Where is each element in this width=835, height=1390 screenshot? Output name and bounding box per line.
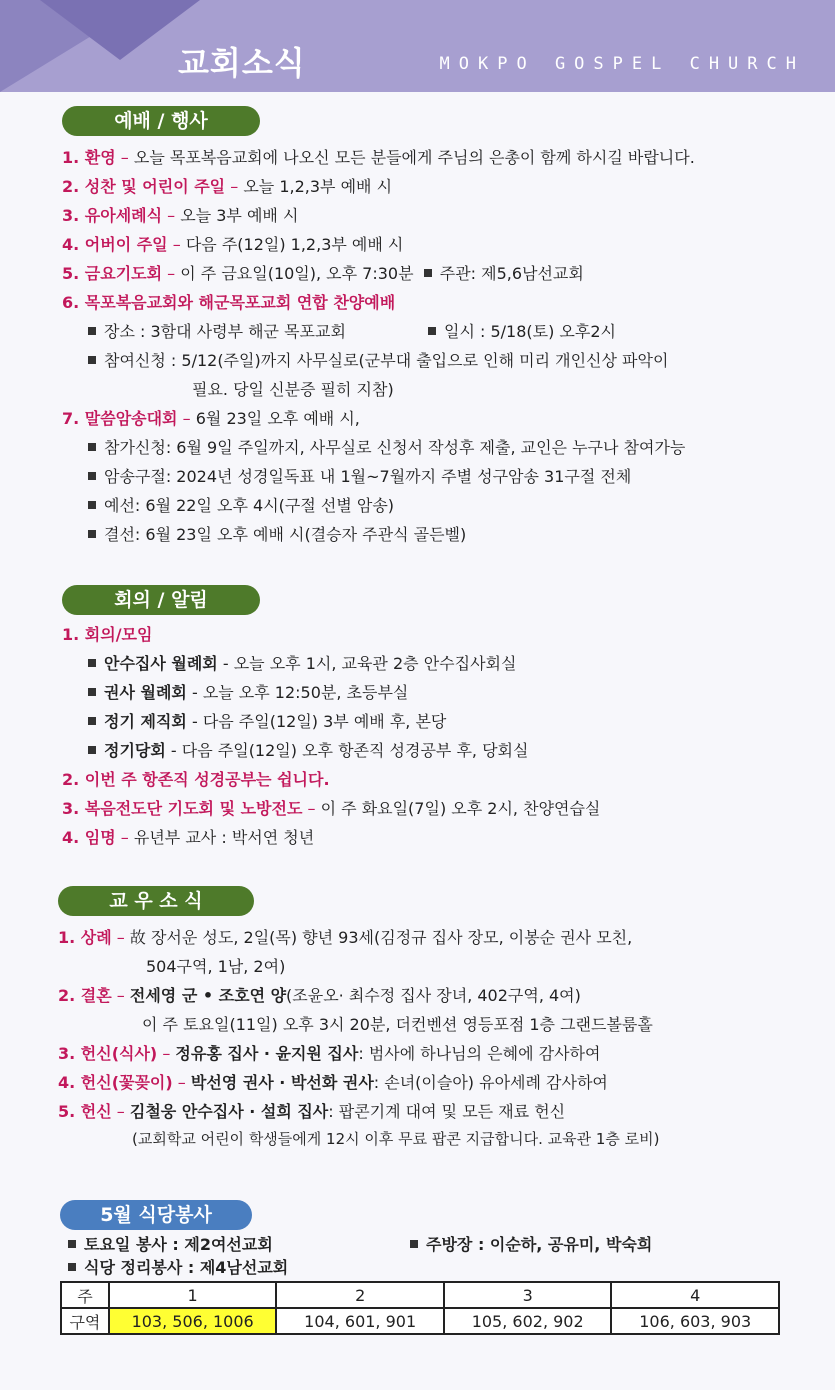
church-name: MOKPO GOSPEL CHURCH	[439, 54, 805, 74]
section-worship-title: 예배 / 행사	[62, 106, 260, 136]
members-item-5: 5. 헌신 – 김철웅 안수집사 · 설희 집사: 팝콘기계 대여 및 모든 재료 헌신	[58, 1102, 566, 1121]
meeting-item-3: 3. 복음전도단 기도회 및 노방전도 – 이 주 화요일(7일) 오후 2시, 찬양연습실	[62, 799, 601, 818]
worship-item-7c: 예선: 6월 22일 오후 4시(구절 선별 암송)	[88, 493, 394, 516]
table-header-cell: 3	[444, 1282, 612, 1308]
worship-item-6: 6. 목포복음교회와 해군목포교회 연합 찬양예배	[62, 293, 396, 312]
section-meal-title: 5월 식당봉사	[60, 1200, 252, 1230]
bullet	[88, 472, 96, 480]
meeting-item-1b: 권사 월례회 - 오늘 오후 12:50분, 초등부실	[88, 680, 408, 703]
section-meeting-title: 회의 / 알림	[62, 585, 260, 615]
members-item-1: 1. 상례 – 故 장서운 성도, 2일(목) 향년 93세(김정규 집사 장모, 이봉순 권사 모친,	[58, 928, 633, 947]
table-header-cell: 1	[109, 1282, 277, 1308]
worship-item-7: 7. 말씀암송대회 – 6월 23일 오후 예배 시,	[62, 409, 360, 428]
worship-item-7a: 참가신청: 6월 9일 주일까지, 사무실로 신청서 작성후 제출, 교인은 누구나 참여가능	[88, 435, 685, 458]
table-header-cell: 2	[276, 1282, 444, 1308]
members-item-2-cont: 이 주 토요일(11일) 오후 3시 20분, 더컨벤션 영등포점 1층 그랜드볼룸홀	[142, 1015, 653, 1034]
meal-cleanup: 식당 정리봉사 : 제4남선교회	[68, 1255, 288, 1278]
bullet	[88, 327, 96, 335]
worship-item-1: 1. 환영 – 오늘 목포복음교회에 나오신 모든 분들에게 주님의 은총이 함께 하시길 바랍니다.	[62, 148, 695, 167]
members-item-3: 3. 헌신(식사) – 정유홍 집사 · 윤지원 집사: 범사에 하나님의 은혜에 감사하여	[58, 1044, 601, 1063]
worship-item-4: 4. 어버이 주일 – 다음 주(12일) 1,2,3부 예배 시	[62, 235, 404, 254]
table-cell: 104, 601, 901	[276, 1308, 444, 1334]
bullet	[68, 1263, 76, 1271]
page-title: 교회소식	[178, 44, 306, 82]
table-cell: 105, 602, 902	[444, 1308, 612, 1334]
bullet	[88, 443, 96, 451]
worship-item-6-note: 필요. 당일 신분증 필히 지참)	[192, 380, 394, 399]
worship-item-5: 5. 금요기도회 – 이 주 금요일(10일), 오후 7:30분 주관: 제5,6남선교회	[62, 264, 584, 283]
worship-item-3: 3. 유아세례식 – 오늘 3부 예배 시	[62, 206, 299, 225]
worship-item-7b: 암송구절: 2024년 성경일독표 내 1월~7월까지 주별 성구암송 31구절 전체	[88, 464, 631, 487]
worship-item-6-time: 일시 : 5/18(토) 오후2시	[428, 319, 616, 342]
table-cell: 구역	[61, 1308, 109, 1334]
meeting-item-2: 2. 이번 주 항존직 성경공부는 쉽니다.	[62, 770, 330, 789]
bullet	[88, 717, 96, 725]
table-header-cell: 4	[611, 1282, 779, 1308]
members-item-1-cont: 504구역, 1남, 2여)	[146, 957, 286, 976]
worship-item-2: 2. 성찬 및 어린이 주일 – 오늘 1,2,3부 예배 시	[62, 177, 393, 196]
worship-item-6-place: 장소 : 3함대 사령부 해군 목포교회	[88, 319, 346, 342]
members-item-4: 4. 헌신(꽃꽂이) – 박선영 권사 · 박선화 권사: 손녀(이슬아) 유아세례 감사하여	[58, 1073, 608, 1092]
bullet	[88, 501, 96, 509]
bullet	[428, 327, 436, 335]
worship-item-6-apply: 참여신청 : 5/12(주일)까지 사무실로(군부대 출입으로 인해 미리 개인신상 파악이	[88, 348, 668, 371]
table-row	[61, 1308, 779, 1334]
worship-item-7d: 결선: 6월 23일 오후 예배 시(결승자 주관식 골든벨)	[88, 522, 466, 545]
header-banner	[0, 0, 835, 92]
bullet	[88, 356, 96, 364]
bullet	[88, 659, 96, 667]
table-cell: 106, 603, 903	[611, 1308, 779, 1334]
table-row	[61, 1282, 779, 1308]
meeting-item-1d: 정기당회 - 다음 주일(12일) 오후 항존직 성경공부 후, 당회실	[88, 738, 528, 761]
section-members-title: 교 우 소 식	[58, 886, 254, 916]
meal-saturday: 토요일 봉사 : 제2여선교회	[68, 1232, 273, 1255]
meeting-item-1a: 안수집사 월례회 - 오늘 오후 1시, 교육관 2층 안수집사회실	[88, 651, 516, 674]
members-item-5-cont: (교회학교 어린이 학생들에게 12시 이후 무료 팝콘 지급합니다. 교육관 1층 로비)	[132, 1130, 660, 1148]
bullet	[88, 746, 96, 754]
members-item-2: 2. 결혼 – 전세영 군 • 조호연 양(조윤오· 최수정 집사 장녀, 402구역, 4여)	[58, 986, 581, 1005]
table-cell-highlight: 103, 506, 1006	[109, 1308, 277, 1334]
meal-chef: 주방장 : 이순하, 공유미, 박숙희	[410, 1232, 652, 1255]
bullet	[88, 530, 96, 538]
decor-triangle	[40, 0, 200, 60]
bullet	[410, 1240, 418, 1248]
meeting-item-1c: 정기 제직회 - 다음 주일(12일) 3부 예배 후, 본당	[88, 709, 446, 732]
meal-schedule-table	[60, 1281, 780, 1335]
meeting-item-1: 1. 회의/모임	[62, 625, 153, 644]
bullet	[88, 688, 96, 696]
bullet	[68, 1240, 76, 1248]
table-header-cell: 주	[61, 1282, 109, 1308]
bullet	[424, 269, 432, 277]
meeting-item-4: 4. 임명 – 유년부 교사 : 박서연 청년	[62, 828, 315, 847]
